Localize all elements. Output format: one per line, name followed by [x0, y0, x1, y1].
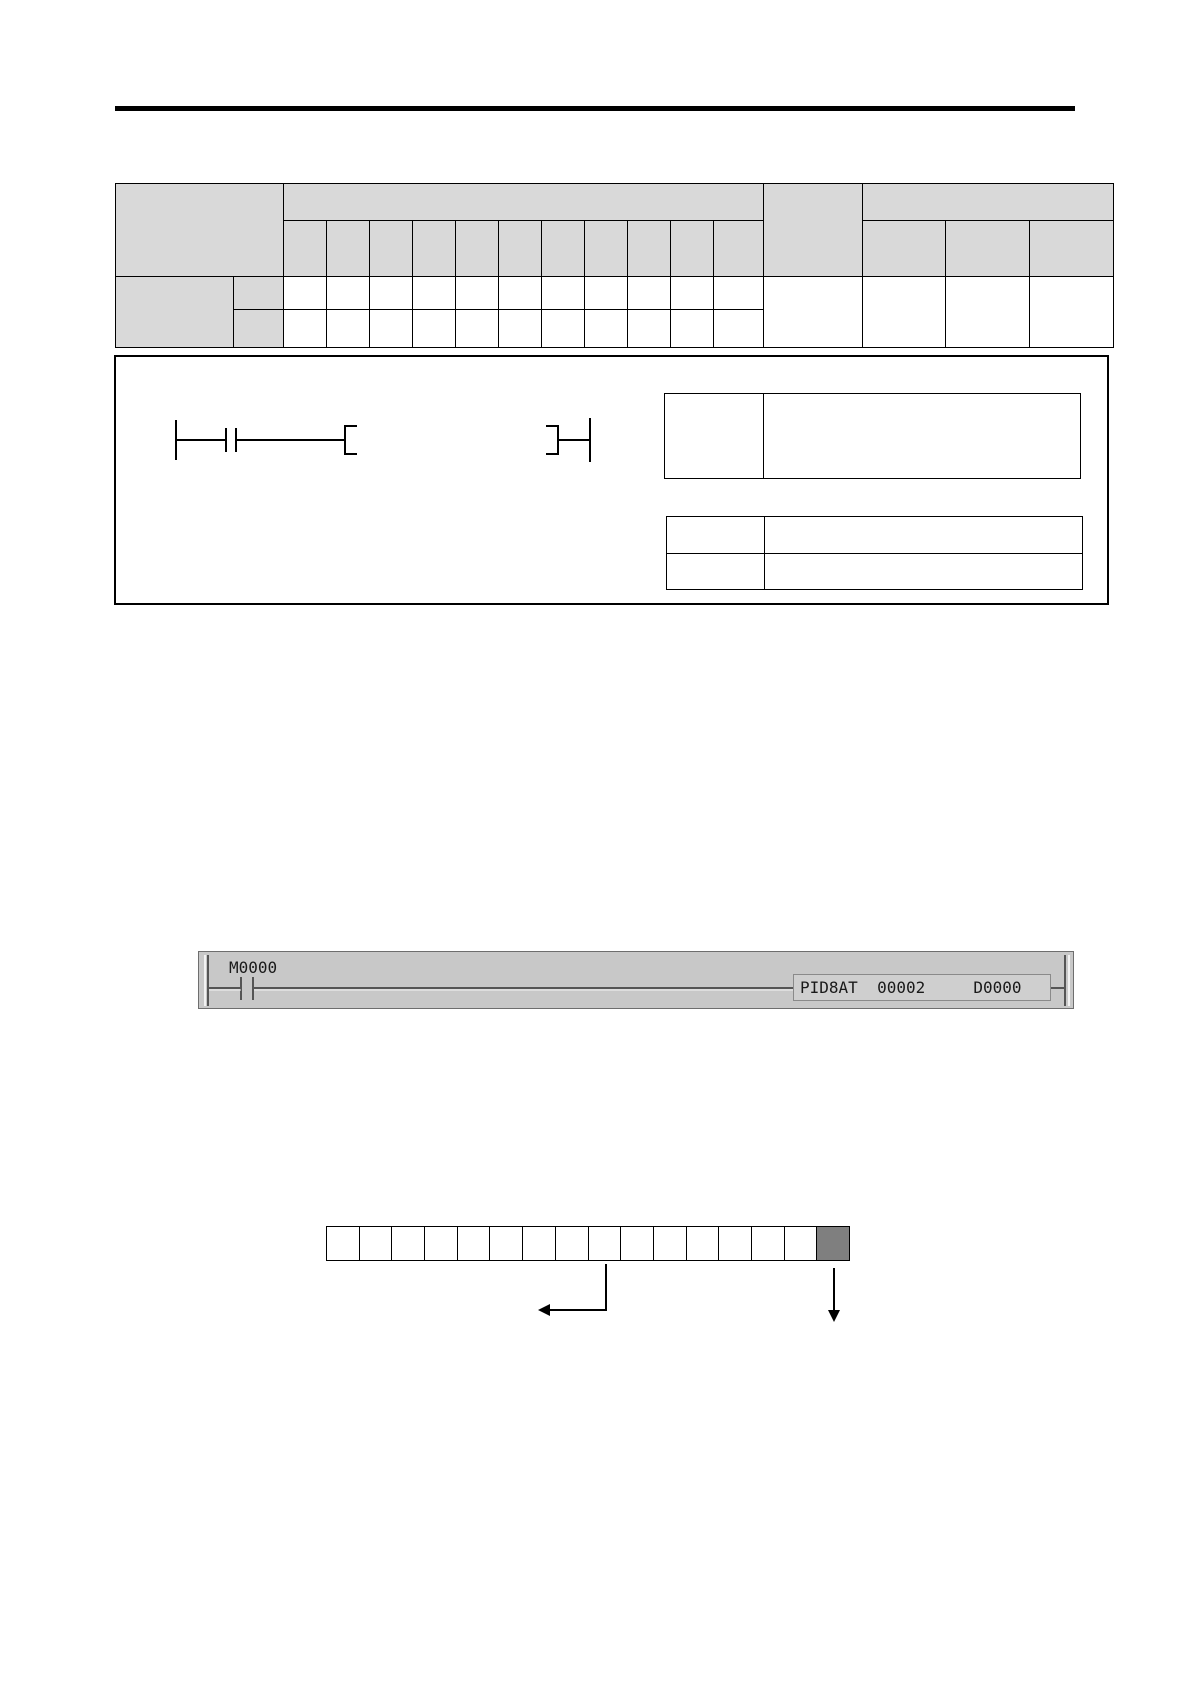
- pid8at-instruction-box: PID8AT 00002 D0000: [793, 974, 1051, 1001]
- arrow-head-down-icon: [828, 1310, 840, 1322]
- lower-bits-arrow: [548, 1264, 606, 1310]
- contact-address: M0000: [229, 958, 278, 977]
- arrow-head-left-icon: [538, 1304, 550, 1316]
